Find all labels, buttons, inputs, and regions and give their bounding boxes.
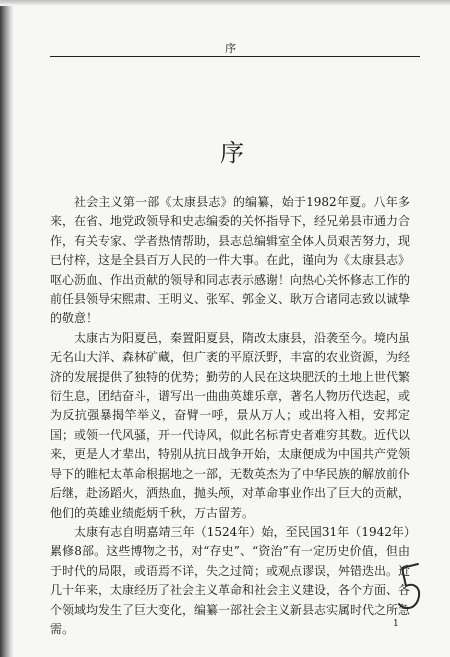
binding-shadow <box>0 0 14 657</box>
paragraph-1: 社会主义第一部《太康县志》的编纂，始于1982年夏。八年多来，在省、地党政领导和史志编委的关怀指导下，经兄弟县市通力合作，有关专家、学者热情帮助，县志总编辑室全体人员艰苦努力，现已付梓，这是全县百万人民的一件大事。在此，谨向为《太康县志》呕心沥血、作出贡献的领导和同志表示感谢！向热心关怀修志工作的前任县领导宋熙肃、王明义、张军、郭金义、耿万合诸同志致以诚挚的敬意！ <box>50 195 411 326</box>
page-number: 1 <box>393 619 399 629</box>
handwritten-mark-icon <box>396 560 426 620</box>
top-edge-shadow <box>0 0 450 6</box>
running-header: 序 <box>225 42 237 55</box>
paragraph-3: 太康有志自明嘉靖三年（1524年）始，至民国31年（1942年）累修8部。这些博物之书，对“存史”、“资治”有一定历史价值，但由于时代的局限，或语焉不详，失之过简；或观点谬误，舛错迭出。近几十年来，太康经历了社会主义革命和社会主义建设，各个方面、各个领域均发生了巨大变化，编纂一部社会主义新县志实属时代之所急需。 <box>50 524 411 636</box>
paragraph-2: 太康古为阳夏邑，秦置阳夏县，隋改太康县，沿袭至今。境内虽无名山大洋、森林矿藏，但广袤的平原沃野，丰富的农业资源，为经济的发展提供了独特的优势；勤劳的人民在这块肥沃的土地上世代繁衍生息，团结奋斗，谱写出一曲曲英雄乐章，著名人物历代迭起，或为反抗强暴揭竿举义，奋臂一呼，景从万人；或出将入相，安邦定国；或领一代风骚，开一代诗风，似此名标青史者难穷其数。近代以来，更是人才辈出，特别从抗日战争开始，太康便成为中国共产党领导下的睢杞太革命根据地之一部，无数英杰为了中华民族的解放前仆后继，赴汤蹈火，洒热血，抛头颅，对革命事业作出了巨大的贡献，他们的英雄业绩彪炳千秋，万古留芳。 <box>50 330 411 520</box>
header-rule <box>50 56 420 57</box>
body-text <box>50 193 410 639</box>
page-title: 序 <box>220 139 244 167</box>
